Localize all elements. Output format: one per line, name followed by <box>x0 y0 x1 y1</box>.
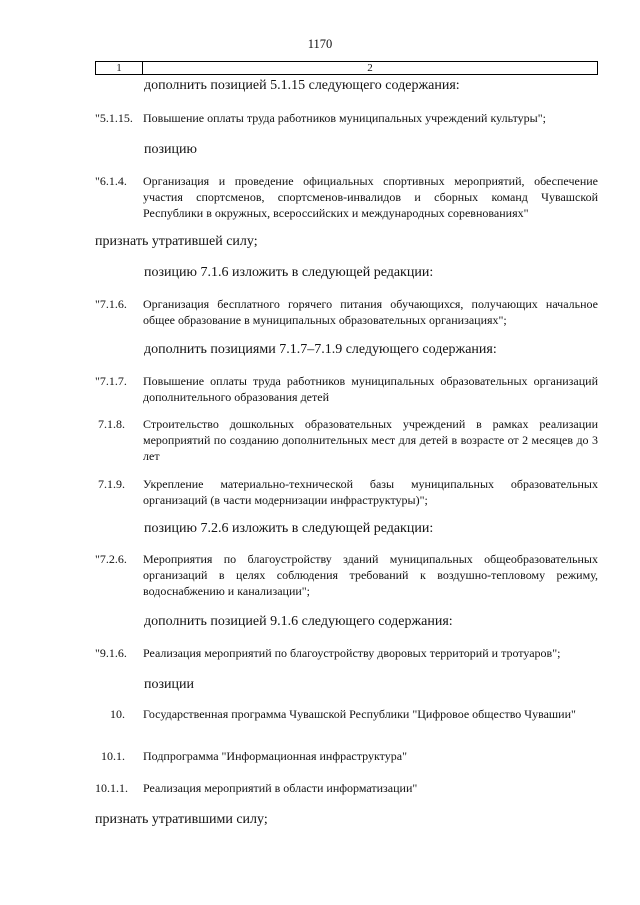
paragraph: Повышение оплаты труда работников муниципальных образовательных организаций дополнительного образования детей <box>143 374 598 404</box>
table-header <box>95 61 598 75</box>
paragraph: Мероприятия по благоустройству зданий муниципальных общеобразовательных организаций в целях соблюдения требований к воздушно-тепловому режиму, водоснабжению и канализации"; <box>143 552 598 598</box>
position-text-7-1-6 <box>143 296 598 328</box>
position-number-10-1: 10.1. <box>101 749 125 763</box>
position-text-7-1-7 <box>143 373 598 405</box>
position-number-10-1-1: 10.1.1. <box>95 781 128 795</box>
instruction-positions: позиции <box>144 677 194 692</box>
position-text-10-1 <box>143 748 598 764</box>
position-text-6-1-4 <box>143 173 598 221</box>
paragraph: Организация и проведение официальных спортивных мероприятий, обеспечение участия спортсменов, спортсменов-инвалидов и сборных команд Чувашской Республики в окружных, всероссийских и международных соревнованиях" <box>143 174 598 220</box>
position-text-10-1-1 <box>143 780 598 796</box>
position-number-6-1-4: "6.1.4. <box>95 174 127 188</box>
position-number-7-1-7: "7.1.7. <box>95 374 127 388</box>
paragraph: Реализация мероприятий по благоустройству дворовых территорий и тротуаров"; <box>143 646 561 660</box>
paragraph: Укрепление материально-технической базы муниципальных образовательных организаций (в части модернизации инфраструктуры)"; <box>143 477 598 507</box>
paragraph: Организация бесплатного горячего питания обучающихся, получающих начальное общее образование в муниципальных образовательных организациях"; <box>143 297 598 327</box>
paragraph: Государственная программа Чувашской Республики "Цифровое общество Чувашии" <box>143 707 576 721</box>
paragraph: Строительство дошкольных образовательных учреждений в рамках реализации мероприятий по созданию дополнительных мест для детей в возрасте от 2 месяцев до 3 лет <box>143 417 598 463</box>
page-number: 1170 <box>307 37 333 51</box>
position-text-7-1-9 <box>143 476 598 508</box>
position-number-7-1-9: 7.1.9. <box>98 477 125 491</box>
instruction-amend-7-2-6: позицию 7.2.6 изложить в следующей редакции: <box>144 521 434 536</box>
column-2-header: 2 <box>367 62 373 74</box>
instruction-amend-7-1-6: позицию 7.1.6 изложить в следующей редакции: <box>144 265 434 280</box>
position-text-9-1-6 <box>143 645 598 661</box>
column-1-header: 1 <box>96 62 143 74</box>
paragraph: Повышение оплаты труда работников муниципальных учреждений культуры"; <box>143 111 546 125</box>
paragraph: Реализация мероприятий в области информатизации" <box>143 781 418 795</box>
position-number-7-1-6: "7.1.6. <box>95 297 127 311</box>
instruction-invalidate: признать утратившей силу; <box>95 234 258 249</box>
paragraph: Подпрограмма "Информационная инфраструктура" <box>143 749 407 763</box>
position-text-5-1-15 <box>143 110 598 126</box>
instruction-invalidate-plural: признать утратившими силу; <box>95 812 268 827</box>
instruction-add-9-1-6: дополнить позицией 9.1.6 следующего содержания: <box>144 614 453 629</box>
position-number-5-1-15: "5.1.15. <box>95 111 133 125</box>
position-number-7-1-8: 7.1.8. <box>98 417 125 431</box>
position-text-7-1-8 <box>143 416 598 464</box>
position-number-10: 10. <box>110 707 125 721</box>
position-text-10 <box>143 706 598 722</box>
position-number-7-2-6: "7.2.6. <box>95 552 127 566</box>
instruction-add-5-1-15: дополнить позицией 5.1.15 следующего содержания: <box>144 78 460 93</box>
instruction-add-7-1-7: дополнить позициями 7.1.7–7.1.9 следующего содержания: <box>144 342 497 357</box>
instruction-position: позицию <box>144 142 197 157</box>
position-number-9-1-6: "9.1.6. <box>95 646 127 660</box>
position-text-7-2-6 <box>143 551 598 599</box>
